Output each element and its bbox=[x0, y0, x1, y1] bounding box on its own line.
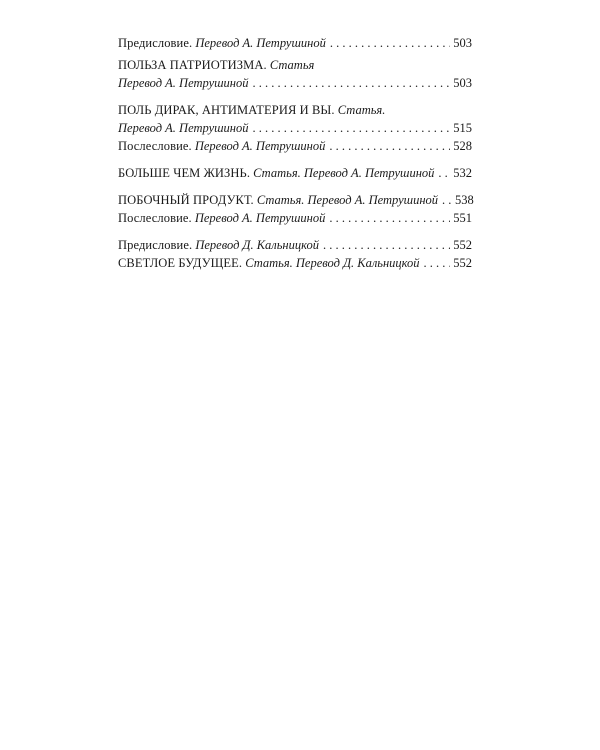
toc-page-number: 515 bbox=[453, 121, 472, 135]
toc-note: Перевод А. Петрушиной bbox=[118, 121, 249, 135]
toc-line bbox=[118, 236, 472, 254]
toc-note: Статья. Перевод А. Петрушиной bbox=[256, 193, 439, 207]
toc-page-number: 532 bbox=[453, 166, 472, 180]
toc-note: Статья. Перевод А. Петрушиной bbox=[253, 166, 435, 180]
toc-line bbox=[118, 254, 472, 272]
toc-note: Перевод А. Петрушиной bbox=[194, 211, 326, 225]
toc-title: Предисловие. bbox=[118, 36, 193, 50]
toc-page-number: 551 bbox=[453, 211, 472, 225]
dot-leader bbox=[329, 209, 450, 227]
toc-page-number: 528 bbox=[453, 139, 472, 153]
toc-line bbox=[118, 119, 472, 137]
toc-line bbox=[118, 164, 472, 182]
toc-line bbox=[118, 137, 472, 155]
toc-title: Предисловие. bbox=[118, 238, 193, 252]
dot-leader bbox=[323, 236, 450, 254]
toc-title: СВЕТЛОЕ БУДУЩЕЕ. bbox=[118, 256, 243, 270]
dot-leader bbox=[330, 34, 450, 52]
table-of-contents bbox=[118, 34, 472, 272]
toc-note: Перевод А. Петрушиной bbox=[195, 36, 326, 50]
toc-entry bbox=[118, 56, 472, 92]
toc-entry bbox=[118, 164, 472, 182]
toc-title: ПОЛЬЗА ПАТРИОТИЗМА. bbox=[118, 58, 267, 72]
toc-note: Перевод А. Петрушиной bbox=[118, 76, 249, 90]
toc-entry bbox=[118, 236, 472, 272]
dot-leader bbox=[442, 191, 452, 209]
toc-page-number: 503 bbox=[453, 76, 472, 90]
toc-page-number: 503 bbox=[453, 36, 472, 50]
toc-note: Статья. bbox=[337, 103, 386, 117]
toc-line bbox=[118, 191, 472, 209]
toc-line bbox=[118, 34, 472, 52]
dot-leader bbox=[424, 254, 451, 272]
dot-leader bbox=[253, 119, 451, 137]
toc-entry bbox=[118, 191, 472, 227]
toc-title: Послесловие. bbox=[118, 139, 192, 153]
toc-note: Статья. Перевод Д. Кальницкой bbox=[245, 256, 420, 270]
dot-leader bbox=[438, 164, 450, 182]
toc-page-number: 552 bbox=[453, 256, 472, 270]
dot-leader bbox=[253, 74, 451, 92]
toc-entry bbox=[118, 34, 472, 52]
toc-line bbox=[118, 74, 472, 92]
toc-title: БОЛЬШЕ ЧЕМ ЖИЗНЬ. bbox=[118, 166, 251, 180]
toc-line bbox=[118, 209, 472, 227]
toc-note: Перевод Д. Кальницкой bbox=[195, 238, 319, 252]
toc-title: ПОБОЧНЫЙ ПРОДУКТ. bbox=[118, 193, 254, 207]
toc-line bbox=[118, 56, 472, 74]
toc-entry bbox=[118, 101, 472, 155]
toc-line bbox=[118, 101, 472, 119]
toc-title: ПОЛЬ ДИРАК, АНТИМАТЕРИЯ И ВЫ. bbox=[118, 103, 335, 117]
toc-page-number: 538 bbox=[455, 193, 474, 207]
toc-title: Послесловие. bbox=[118, 211, 192, 225]
dot-leader bbox=[329, 137, 450, 155]
toc-note: Перевод А. Петрушиной bbox=[194, 139, 326, 153]
toc-page-number: 552 bbox=[453, 238, 472, 252]
toc-note: Статья bbox=[269, 58, 315, 72]
